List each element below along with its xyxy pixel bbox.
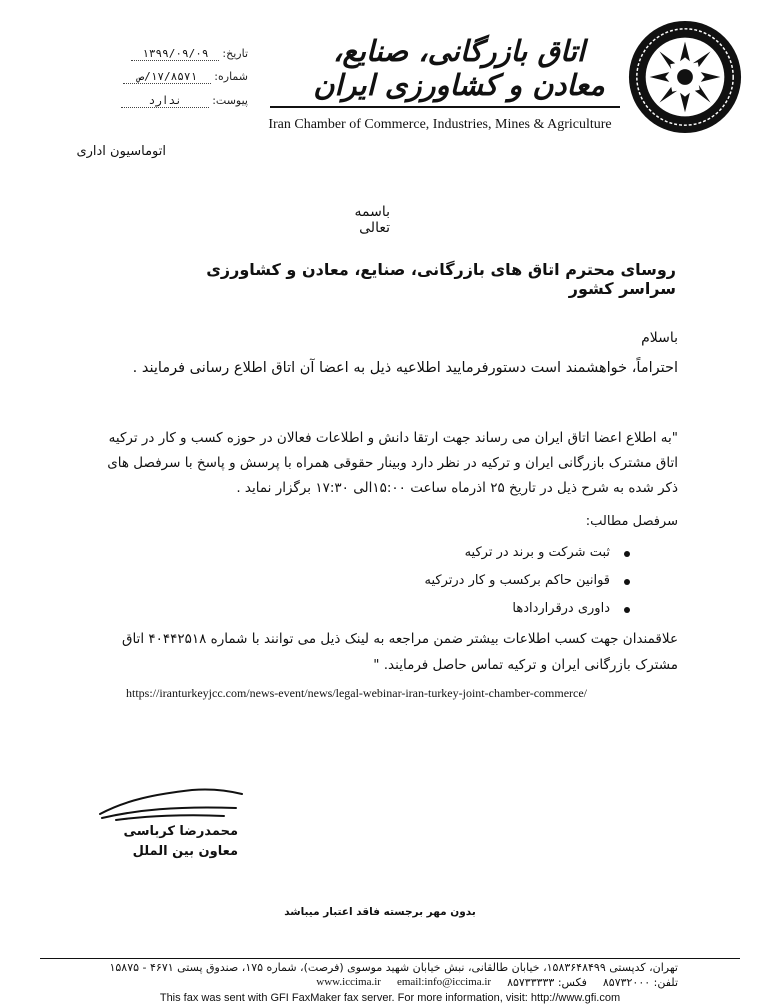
number-value: ۱۷/۸۵۷۱/ص [123,70,211,84]
signer-name: محمدرضا کرباسی [123,824,238,839]
greeting: باسلام [641,330,678,346]
closing-paragraph: علاقمندان جهت کسب اطلاعات بیشتر ضمن مراجعه به لینک ذیل می توانند با شماره ۴۰۴۴۲۵۱۸ اتاق مشترک بازرگانی ایران و ترکیه تماس حاصل فرمایند. " [121,631,678,673]
date-label: تاریخ: [222,47,248,60]
number-label: شماره: [214,70,248,83]
footer-phone: تلفن: ۸۵۷۳۲۰۰۰ [602,976,678,989]
footer-fax: فکس: ۸۵۷۳۳۳۳۳ [507,976,587,989]
topics-list [330,540,630,624]
footer-website[interactable]: www.iccima.ir [316,976,381,988]
list-item: ثبت شرکت و برند در ترکیه [330,540,630,568]
footer-divider [40,958,740,959]
meta-attachment-row [68,94,248,109]
date-value: ۱۳۹۹/۰۹/۰۹ [131,47,219,61]
footer-address: تهران، کدپستی ۱۵۸۳۶۴۸۴۹۹، خیابان طالقانی، نبش خیابان شهید موسوی (فرصت)، شماره ۱۷۵، صندوق پستی ۴۶۷۱ - ۱۵۸۷۵ [109,961,678,974]
signer-title: معاون بین الملل [132,844,238,859]
intro-paragraph: احتراماً، خواهشمند است دستورفرمایید اطلاعیه ذیل به اعضا آن اتاق اطلاع رسانی فرمایند . [132,360,678,376]
meta-number-row [68,70,248,85]
footer-contact [126,976,678,989]
signature-scribble [96,780,246,826]
attachment-label: پیوست: [212,94,248,107]
meta-date-row [68,47,248,62]
list-item: قوانین حاکم برکسب و کار درترکیه [330,568,630,596]
topics-heading: سرفصل مطالب: [585,514,678,529]
header-divider [270,106,620,108]
body-paragraph: "به اطلاع اعضا اتاق ایران می رساند جهت ارتقا دانش و اطلاعات فعالان در حوزه کسب و کار در ترکیه اتاق مشترک بازرگانی ایران و ترکیه در نظر دارد وبینار حقوقی همراه با پرسش و پاسخ با سرفصل های ذکر شده به شرح ذیل در تاریخ ۲۵ اذرماه ساعت ۱۵:۰۰الی ۱۷:۳۰ برگزار نماید . [107,430,678,496]
invocation: باسمه تعالی [354,204,390,236]
addressee: روسای محترم اتاق های بازرگانی، صنایع، معادن و کشاورزی سراسر کشور [206,260,676,298]
webinar-link[interactable]: https://iranturkeyjcc.com/news-event/news/legal-webinar-iran-turkey-joint-chamber-commerce/ [126,686,587,700]
stamp-validity-note: بدون مهر برجسته فاقد اعتبار میباشد [284,906,476,918]
department-label: اتوماسیون اداری [76,144,166,159]
footer-email[interactable]: email:info@iccima.ir [396,976,492,988]
fax-notice: This fax was sent with GFI FaxMaker fax server. For more information, visit: http://www.gfi.com [159,992,621,1004]
org-name-persian: اتاق بازرگانی، صنایع، معادن و کشاورزی ایران [313,34,605,102]
org-name-english: Iran Chamber of Commerce, Industries, Mines & Agriculture [268,117,612,132]
attachment-value: ندارد [121,94,209,108]
list-item: داوری درقراردادها [330,596,630,624]
chamber-seal-icon [626,18,744,136]
